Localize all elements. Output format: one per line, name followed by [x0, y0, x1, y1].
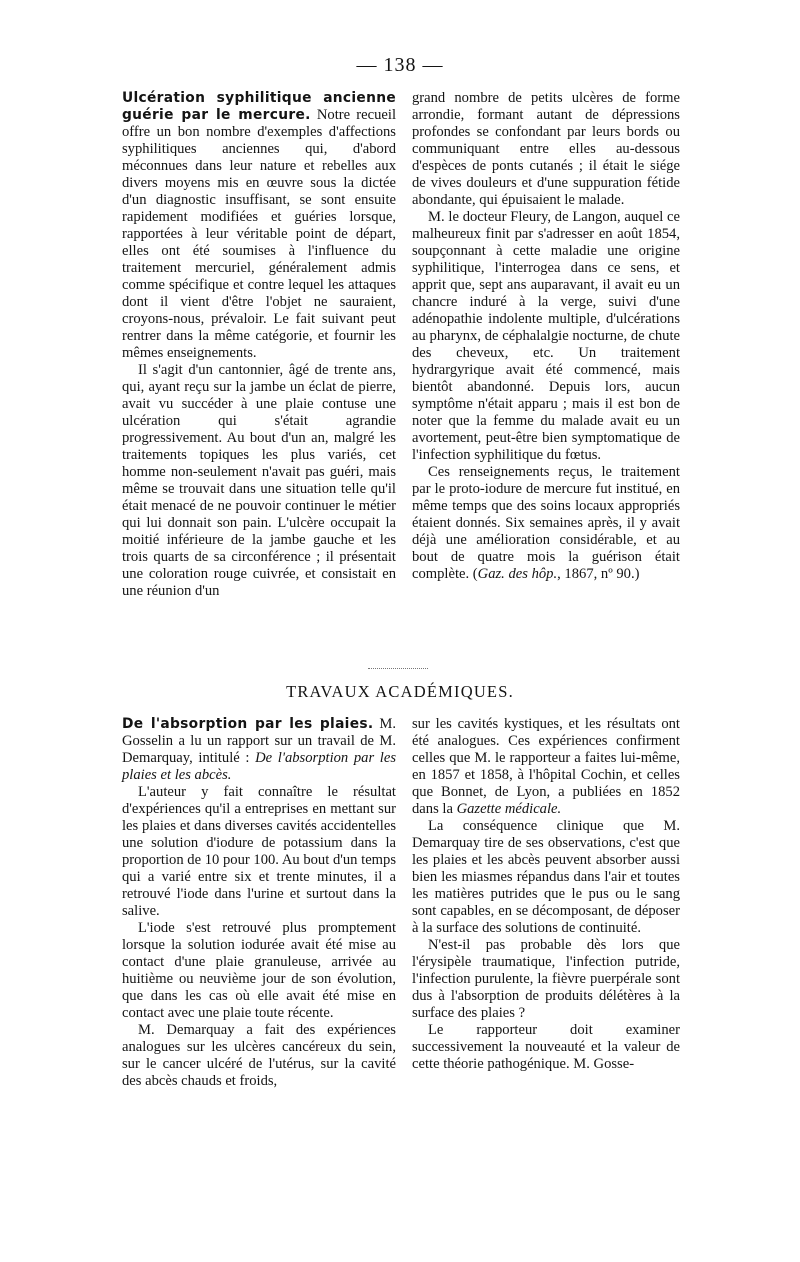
- article-absorption-journal: Gazette médicale.: [456, 801, 562, 817]
- article-syphilis-source: Gaz. des hôp.: [477, 566, 558, 582]
- article-syphilis-paragraph-3: grand nombre de petits ulcères de forme arrondie, formant autant de dépressions profondes se confondant par leurs bords ou communiquant entre elles au-dessous d'espèces de ponts cutanés ; il était le siége de vives douleurs et d'une suppuration fétide abondante, qui épuisaient le malade.: [412, 90, 680, 208]
- article-syphilis-source-ref: , 1867, nº 90.): [557, 566, 640, 582]
- article-syphilis-paragraph-4: M. le docteur Fleury, de Langon, auquel ce malheureux finit par s'adresser en août 1854, soupçonnant à cette maladie une origine syphilitique, l'interrogea dans ce sens, et apprit que, sept ans auparavant, il avait eu un chancre induré à la verge, suivi d'une adénopathie indolente multiple, d'ulcérations au pharynx, de céphalalgie nocturne, de chute des cheveux, etc. Un traitement hydrargyrique avait été commencé, mais bientôt abandonné. Depuis lors, aucun symptôme n'était apparu ; mais il est bon de noter que la femme du malade avait eu un avortement, peut-être bien symptomatique de l'infection syphilitique du fœtus.: [412, 209, 680, 463]
- article-absorption-paragraph-8: Le rapporteur doit examiner successivement la nouveauté et la valeur de cette théorie pathogénique. M. Gosse-: [412, 1022, 680, 1072]
- article-absorption-intro: M. Gosselin a lu un rapport sur un travail de M. Demarquay, intitulé :: [122, 716, 396, 766]
- article-syphilis-left-column: [122, 90, 396, 600]
- article-absorption-paragraph-2: L'auteur y fait connaître le résultat d'expériences qu'il a entreprises en mettant sur les plaies et dans diverses cavités accidentelles une solution d'iodure de potassium dans la proportion de 10 pour 100. Au bout d'un temps qui a varié entre six et trente minutes, il a retrouvé l'iode dans l'urine et surtout dans la salive.: [122, 784, 396, 919]
- article-absorption-paragraph-4: M. Demarquay a fait des expériences analogues sur les ulcères cancéreux du sein, sur le cancer ulcéré de l'utérus, sur la cavité des abcès chauds et froids,: [122, 1022, 396, 1089]
- article-absorption-work-title: De l'absorption par les plaies et les abcès.: [122, 750, 396, 783]
- article-absorption-paragraph-7: N'est-il pas probable dès lors que l'érysipèle traumatique, l'infection putride, l'infection purulente, la fièvre puerpérale sont dus à l'absorption de produits délétères à la surface des plaies ?: [412, 937, 680, 1021]
- article-syphilis-paragraph-2: Il s'agit d'un cantonnier, âgé de trente ans, qui, ayant reçu sur la jambe un éclat de pierre, avait vu succéder à une plaie contuse une ulcération qui s'était agrandie progressivement. Au bout d'un an, malgré les traitements topiques les plus variés, cet homme non-seulement n'avait pas guéri, mais même se trouvait dans une situation telle qu'il était menacé de ne pouvoir continuer le métier qui lui donnait son pain. L'ulcère occupait la moitié inférieure de la jambe gauche et les trois quarts de sa circonférence ; il présentait une coloration rouge cuivrée, et consistait en une réunion d'un: [122, 362, 396, 599]
- section-divider: [368, 668, 428, 669]
- article-syphilis-paragraph-1: [122, 90, 396, 362]
- article-syphilis-title: Ulcération syphilitique ancienne guérie par le mercure.: [122, 90, 396, 123]
- section-title: TRAVAUX ACADÉMIQUES.: [286, 682, 514, 701]
- article-syphilis-paragraph-5: [412, 464, 680, 583]
- article-absorption-paragraph-1: [122, 716, 396, 784]
- article-absorption-text: sur les cavités kystiques, et les résultats ont été analogues. Ces expériences confirment celles que M. le rapporteur a faites lui-même, en 1857 et 1858, à l'hôpital Cochin, et celles que Bonnet, de Lyon, a publiées en 1852 dans la: [412, 716, 680, 817]
- page-number: — 138 —: [356, 54, 444, 76]
- article-absorption-right-column: [412, 716, 680, 1073]
- article-absorption-title: De l'absorption par les plaies.: [122, 716, 374, 732]
- article-syphilis-right-column: [412, 90, 680, 583]
- article-syphilis-conclusion: Ces renseignements reçus, le traitement par le proto-iodure de mercure fut institué, en même temps que des soins locaux appropriés étaient donnés. Six semaines après, il y avait déjà une amélioration considérable, et au bout de quatre mois la guérison était complète. (: [412, 464, 680, 582]
- article-absorption-left-column: [122, 716, 396, 1090]
- article-absorption-paragraph-6: La conséquence clinique que M. Demarquay tire de ses observations, c'est que les plaies et les abcès peuvent absorber aussi bien les miasmes répandus dans l'air et toutes les matières putrides que le pus ou le sang sont capables, en se décomposant, de déposer à la surface des solutions de continuité.: [412, 818, 680, 936]
- article-syphilis-intro: Notre recueil offre un bon nombre d'exemples d'affections syphilitiques anciennes qui, d'abord méconnues dans leur nature et rebelles aux divers moyens mis en œuvre sous la dictée d'un diagnostic insuffisant, se sont ensuite rapidement modifiées et guéries lorsque, rapportées à leur véritable point de départ, elles ont été soumises à l'influence du traitement mercuriel, généralement admis comme spécifique et contre lequel les attaques dont il vient d'être l'objet ne sauraient, croyons-nous, prévaloir. Le fait suivant peut rentrer dans la même catégorie, et fournir les mêmes enseignements.: [122, 107, 397, 361]
- article-absorption-paragraph-5: [412, 716, 680, 818]
- article-absorption-paragraph-3: L'iode s'est retrouvé plus promptement lorsque la solution iodurée avait été mise au contact d'une plaie granuleuse, arrivée au huitième ou neuvième jour de son évolution, que dans les cas où elle avait été mise en contact avec une plaie toute récente.: [122, 920, 396, 1021]
